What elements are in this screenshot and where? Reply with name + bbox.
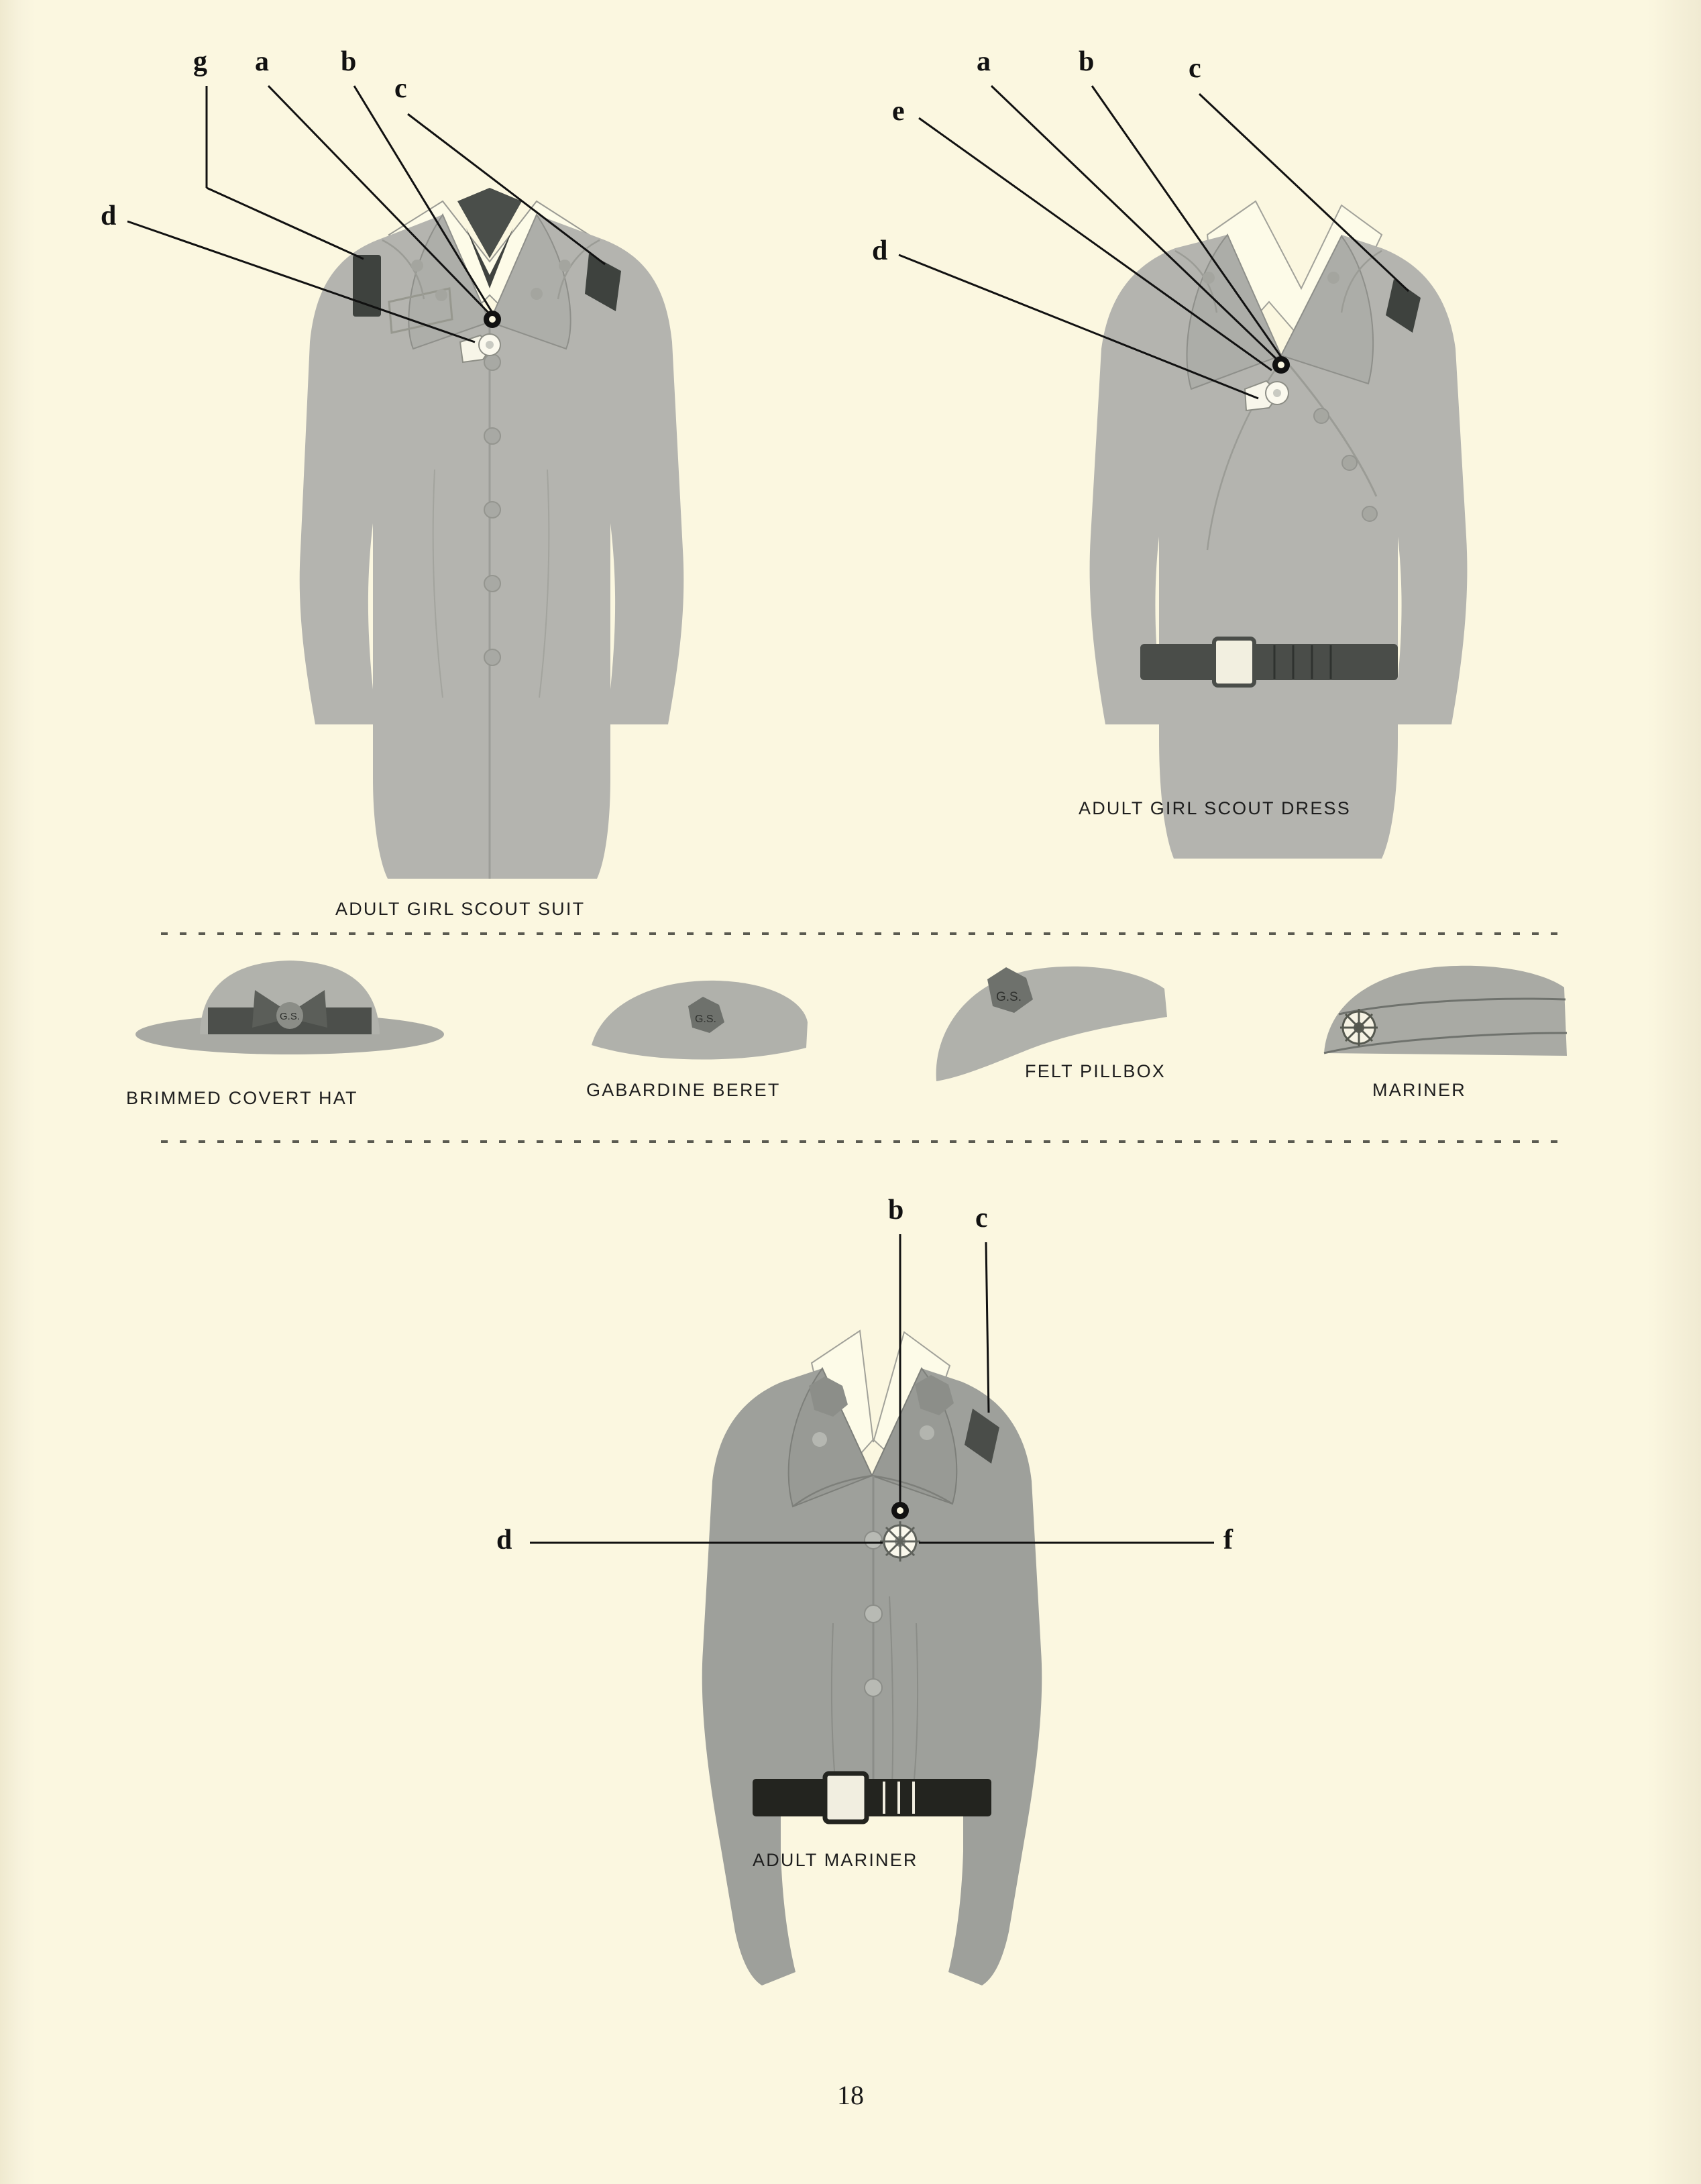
adult-girl-scout-suit-callout-lines xyxy=(221,121,758,919)
caption-adult-mariner: ADULT MARINER xyxy=(753,1850,918,1870)
callout-label-b: b xyxy=(888,1195,904,1225)
adult-mariner-callout-lines xyxy=(624,1274,1120,2019)
mariner-cap-illustration xyxy=(1315,952,1583,1087)
figure-adult-mariner xyxy=(496,1195,1233,2019)
caption-brimmed-covert-hat: BRIMMED COVERT HAT xyxy=(126,1088,358,1108)
page-right-edge xyxy=(1647,0,1701,2184)
page-left-binding-edge xyxy=(0,0,35,2184)
figure-adult-girl-scout-suit xyxy=(101,46,758,919)
caption-adult-girl-scout-dress: ADULT GIRL SCOUT DRESS xyxy=(1079,798,1351,818)
callout-label-d: d xyxy=(872,235,888,266)
svg-text:G.S.: G.S. xyxy=(279,1011,300,1022)
caption-gabardine-beret: GABARDINE BERET xyxy=(586,1080,781,1100)
brimmed-covert-hat-illustration xyxy=(114,946,463,1093)
gabardine-beret-illustration xyxy=(577,966,845,1080)
caption-adult-girl-scout-suit: ADULT GIRL SCOUT SUIT xyxy=(335,899,586,919)
divider-bottom xyxy=(161,1140,1563,1143)
svg-text:G.S.: G.S. xyxy=(995,990,1022,1004)
callout-label-g: g xyxy=(193,46,207,77)
adult-girl-scout-dress-callout-lines xyxy=(1006,134,1529,872)
caption-mariner-cap: MARINER xyxy=(1372,1080,1466,1100)
page-number: 18 xyxy=(837,2080,864,2110)
callout-label-c: c xyxy=(394,73,407,104)
caption-felt-pillbox: FELT PILLBOX xyxy=(1025,1061,1166,1081)
divider-top xyxy=(161,932,1563,935)
callout-label-a: a xyxy=(255,46,269,77)
headwear-mariner-cap xyxy=(1315,952,1583,1127)
callout-label-d: d xyxy=(101,201,117,231)
callout-label-b: b xyxy=(341,46,357,77)
callout-label-f: f xyxy=(1223,1525,1233,1555)
callout-label-a: a xyxy=(977,46,991,77)
headwear-gabardine-beret xyxy=(577,966,845,1120)
figure-adult-girl-scout-dress xyxy=(872,46,1529,872)
svg-text:G.S.: G.S. xyxy=(694,1014,717,1025)
headwear-brimmed-covert-hat xyxy=(114,946,463,1120)
callout-label-c: c xyxy=(975,1203,988,1234)
callout-label-e: e xyxy=(892,96,905,127)
callout-label-b: b xyxy=(1079,46,1095,77)
callout-label-c: c xyxy=(1189,53,1201,84)
callout-label-d: d xyxy=(496,1525,512,1555)
headwear-felt-pillbox xyxy=(926,952,1207,1127)
